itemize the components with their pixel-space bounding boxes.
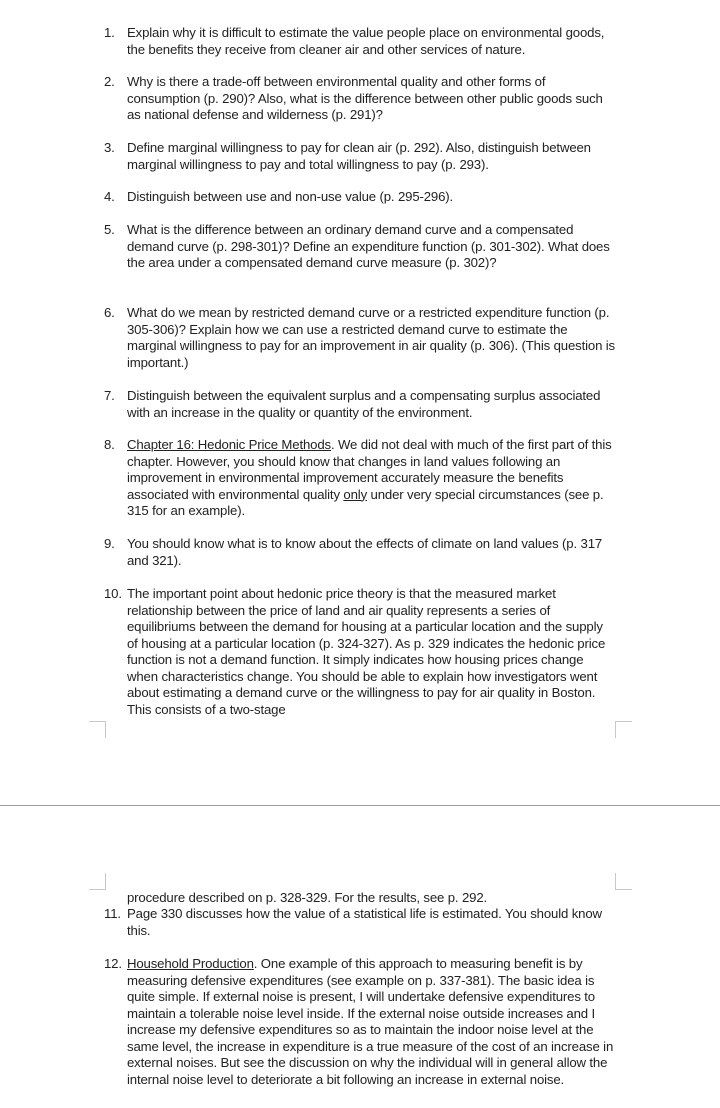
item-number: 1. xyxy=(104,25,115,40)
list-item xyxy=(104,25,616,58)
item-text: You should know what is to know about the effects of climate on land values (p. 317 and 321). xyxy=(127,536,603,568)
item-number: 5. xyxy=(104,222,115,237)
list-item xyxy=(104,140,616,173)
item-number: 12. xyxy=(104,956,122,971)
item-text: Distinguish between use and non-use value (p. 295-296). xyxy=(127,189,454,204)
margin-corner-mark xyxy=(615,721,632,738)
item-text: Distinguish between the equivalent surplus and a compensating surplus associated with an increase in the quality or quantity of the environment. xyxy=(127,388,601,420)
list-item-continuation xyxy=(104,890,616,907)
text-segment: . We did not deal with much of the first part of this chapter. However, you should know that changes in land values following an improvement in environmental improvement accurately measure the benefits associated with environmental quality xyxy=(127,437,612,502)
list-item xyxy=(104,586,616,718)
item-text: The important point about hedonic price theory is that the measured market relationship between the price of land and air quality represents a series of equilibriums between the demand for housing at a particular location and the supply of housing at a particular location (p. 324-327). As p. 329 indicates the hedonic price function is not a demand function. It simply indicates how housing prices change when characteristics change. You should be able to explain how investigators went about estimating a demand curve or the willingness to pay for air quality in Boston. This consists of a two-stage xyxy=(127,586,606,717)
margin-corner-mark xyxy=(89,873,106,890)
item-number: 8. xyxy=(104,437,115,452)
item-text: Define marginal willingness to pay for clean air (p. 292). Also, distinguish between marginal willingness to pay and total willingness to pay (p. 293). xyxy=(127,140,591,172)
item-number: 6. xyxy=(104,305,115,320)
item-number: 10. xyxy=(104,586,122,601)
margin-corner-mark xyxy=(89,721,106,738)
list-item xyxy=(104,189,616,206)
item-text xyxy=(127,956,616,1088)
margin-corner-mark xyxy=(615,873,632,890)
section-heading: Chapter 16: Hedonic Price Methods xyxy=(127,437,331,452)
list-item xyxy=(104,536,616,569)
list-item xyxy=(104,437,616,520)
list-item xyxy=(104,222,616,272)
text-segment: under very special circumstances (see p. 315 for an example). xyxy=(127,486,604,518)
item-number: 2. xyxy=(104,74,115,89)
item-text: Why is there a trade-off between environmental quality and other forms of consumption (p. 290)? Also, what is the difference between other public goods such as national defense and wilderness (p. 291)? xyxy=(127,74,603,122)
list-item xyxy=(104,305,616,371)
list-item xyxy=(104,956,616,1088)
item-text: Page 330 discusses how the value of a statistical life is estimated. You should know this. xyxy=(127,906,602,938)
item-text: Explain why it is difficult to estimate the value people place on environmental goods, the benefits they receive from cleaner air and other services of nature. xyxy=(127,25,605,57)
text-segment: . One example of this approach to measuring benefit is by measuring defensive expenditures (see example on p. 337-381). The basic idea is quite simple. If external noise is present, I will undertake defensive expenditures to maintain a tolerable noise level inside. If the external noise outside increases and I increase my defensive expenditures so as to maintain the indoor noise level at the same level, the increase in expenditure is a true measure of the cost of an increase in external noises. But see the discussion on why the individual will in general allow the internal noise level to deteriorate a bit following an increase in external noise. xyxy=(127,956,614,1087)
list-item xyxy=(104,74,616,124)
item-number: 11. xyxy=(104,906,121,921)
item-text: What do we mean by restricted demand curve or a restricted expenditure function (p. 305-306)? Explain how we can use a restricted demand curve to estimate the marginal willingness to pay for an improvement in air quality (p. 306). (This question is important.) xyxy=(127,305,616,370)
item-text: What is the difference between an ordinary demand curve and a compensated demand curve (p. 298-301)? Define an expenditure function (p. 301-302). What does the area under a compensated demand curve measure (p. 302)? xyxy=(127,222,610,270)
item-number: 4. xyxy=(104,189,115,204)
item-text: procedure described on p. 328-329. For the results, see p. 292. xyxy=(127,890,488,905)
emphasis: only xyxy=(343,486,368,502)
section-heading: Household Production xyxy=(127,956,254,971)
page-break xyxy=(0,805,720,806)
item-number: 7. xyxy=(104,388,115,403)
list-item xyxy=(104,388,616,421)
item-number: 9. xyxy=(104,536,115,551)
list-item xyxy=(104,906,616,939)
item-text xyxy=(127,437,616,520)
item-number: 3. xyxy=(104,140,115,155)
